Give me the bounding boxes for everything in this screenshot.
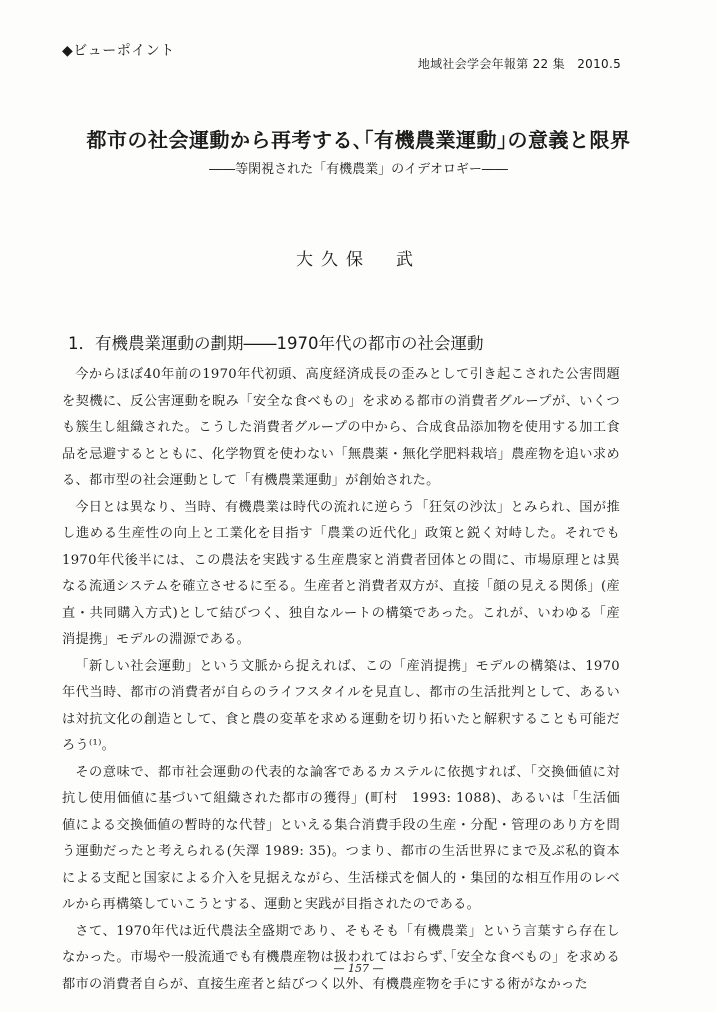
column-label: ◆ビューポイント [62, 43, 175, 59]
page-number: — 157 — [333, 962, 384, 975]
author-name: 大久保 武 [296, 250, 421, 270]
paragraph: 今日とは異なり、当時、有機農業は時代の流れに逆らう「狂気の沙汰」とみられ、国が推し進める生産性の向上と工業化を目指す「農業の近代化」政策と鋭く対峙した。それでも1970年代後半には、この農法を実践する生産農家と消費者団体との間に、市場原理とは異なる流通システムを確立させるに至る。生産者と消費者双方が、直接「顔の見える関係」(産直・共同購入方式)として結びつく、独自なルートの構築であった。これが、いわゆる「産消提携」モデルの淵源である。 [62, 499, 620, 647]
journal-info: 地域社会学会年報第 22 集 2010.5 [417, 57, 621, 71]
paragraph: 今からほぼ40年前の1970年代初頭、高度経済成長の歪みとして引き起こされた公害問題を契機に、反公害運動を睨み「安全な食べもの」を求める都市の消費者グループが、いくつも簇生し組織された。こうした消費者グループの中から、合成食品添加物を使用する加工食品を忌避するとともに、化学物質を使わない「無農薬・無化学肥料栽培」農産物を追い求める、都市型の社会運動として「有機農業運動」が創始された。 [62, 367, 620, 488]
body-text [62, 362, 620, 998]
article-title: 都市の社会運動から再考する､｢有機農業運動｣の意義と限界 [86, 128, 631, 152]
paragraph: その意味で、都市社会運動の代表的な論客であるカステルに依拠すれば、「交換価値に対抗し使用価値に基づいて組織された都市の獲得」(町村 1993: 1088)、あるいは「生活価値による交換価値の暫時的な代替」といえる集合消費手段の生産・分配・管理のあり方を問う運動だったと考えられる(矢澤 1989: 35)。つまり、都市の生活世界にまで及ぶ私的資本による支配と国家による介入を見据えながら、生活様式を個人的・集団的な相互作用のレベルから再構築していこうとする、運動と実践が目指されたのである。 [62, 764, 620, 912]
paragraph: さて、1970年代は近代農法全盛期であり、そもそも「有機農業」という言葉すら存在しなかった。市場や一般流通でも有機農産物は扱われてはおらず､｢安全な食べもの」を求める都市の消費者自らが、直接生産者と結びつく以外、有機農産物を手にする術がなかった [62, 923, 620, 992]
paragraph: 「新しい社会運動」という文脈から捉えれば、この「産消提携」モデルの構築は、1970年代当時、都市の消費者が自らのライフスタイルを見直し、都市の生活批判として、あるいは対抗文化の創造として、食と農の変革を求める運動を切り拓いたと解釈することも可能だろう⁽¹⁾。 [62, 658, 620, 753]
section-heading: 1．有機農業運動の劃期――1970年代の都市の社会運動 [68, 334, 484, 353]
article-subtitle: ――等閑視された「有機農業」のイデオロギー―― [209, 162, 508, 177]
